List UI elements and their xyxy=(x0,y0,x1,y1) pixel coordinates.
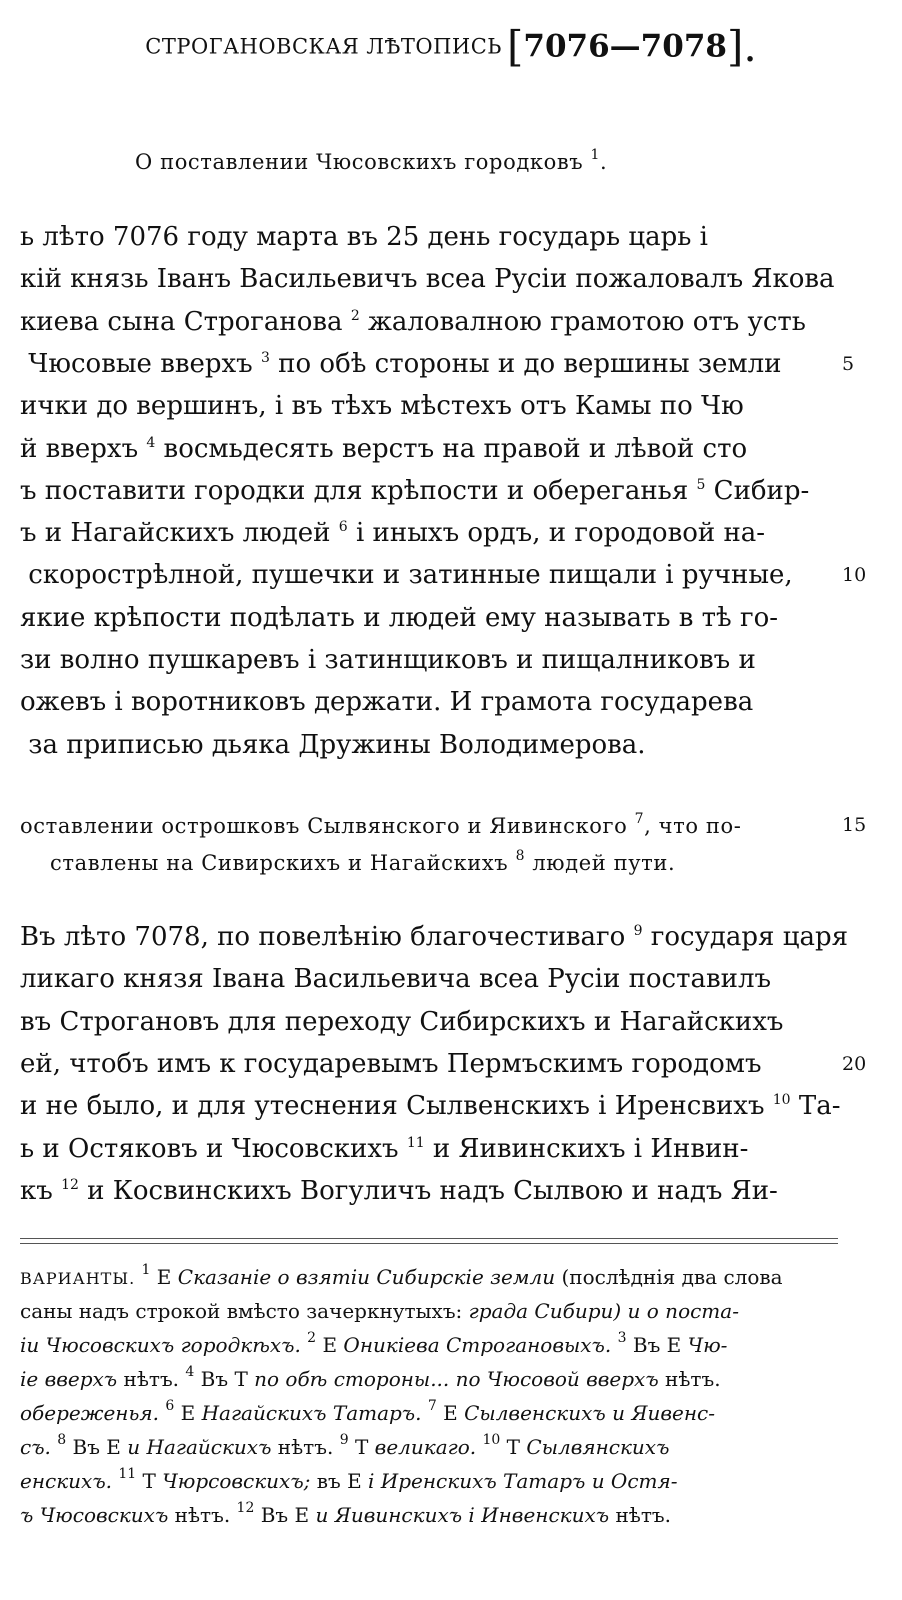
text-segment: саны надъ строкой вмѣсто зачеркнутыхъ: xyxy=(20,1299,469,1323)
footnote-ref: 10 xyxy=(482,1432,501,1448)
text-line xyxy=(20,1134,748,1164)
footnote-line xyxy=(20,1332,840,1358)
footnote-ref: 12 xyxy=(236,1500,255,1516)
text-segment: по обѣ стороны и до вершины земли xyxy=(269,348,782,379)
section-2-title-line-1-text: оставлении острошковъ Сылвянского и Яивинского xyxy=(20,814,628,838)
italic-text: Сылвенскихъ и Яивенс- xyxy=(464,1401,715,1425)
footnote-ref: 4 xyxy=(146,434,156,451)
section-2-title-line-2-text: ставлены на Сивирскихъ и Нагайскихъ xyxy=(50,851,509,875)
text-segment: Та- xyxy=(790,1091,841,1122)
line-number: 5 xyxy=(842,352,855,375)
text-line xyxy=(20,687,753,717)
footnote-line xyxy=(20,1400,840,1426)
text-segment: нѣтъ. xyxy=(117,1367,186,1391)
italic-text: Чю- xyxy=(687,1333,728,1357)
section-1-title-text: О поставлении Чюсовскихъ городковъ xyxy=(135,150,584,174)
text-line xyxy=(20,964,771,994)
text-segment: киева сына Строганова xyxy=(20,306,351,337)
section-2-title-line-2-end: людей пути. xyxy=(525,851,676,875)
footnote-ref: 11 xyxy=(118,1466,137,1482)
text-segment: и Косвинскихъ Вогуличъ надъ Сылвою и надъ Яи- xyxy=(78,1175,778,1206)
text-line xyxy=(20,476,809,506)
footnote-ref: 10 xyxy=(772,1092,791,1109)
text-segment: Е xyxy=(436,1401,465,1425)
section-1-title-end: . xyxy=(600,150,608,174)
footnote-ref: 2 xyxy=(350,307,360,324)
text-line xyxy=(20,307,806,337)
italic-text: ъ Чюсовскихъ xyxy=(20,1503,169,1527)
italic-text: великаго. xyxy=(374,1435,477,1459)
italic-text: іе вверхъ xyxy=(20,1367,118,1391)
italic-text: и Нагайскихъ xyxy=(127,1435,272,1459)
running-head-bracket-close: ]. xyxy=(726,22,757,71)
text-segment: нѣтъ. xyxy=(271,1435,340,1459)
text-segment: Въ Е xyxy=(254,1503,316,1527)
italic-text: по обѣ стороны... по Чюсовой вверхъ xyxy=(254,1367,659,1391)
text-line xyxy=(20,518,765,548)
text-segment: Въ Е xyxy=(66,1435,128,1459)
footnote-ref: 8 xyxy=(57,1432,67,1448)
text-line xyxy=(20,922,848,952)
text-segment: нѣтъ. xyxy=(609,1503,671,1527)
text-segment: й вверхъ xyxy=(20,433,147,464)
italic-text: и Яивинскихъ і Инвенскихъ xyxy=(315,1503,610,1527)
footnote-ref: 4 xyxy=(185,1364,195,1380)
text-segment: нѣтъ. xyxy=(658,1367,721,1391)
section-2-title-line-2 xyxy=(50,848,676,875)
footnote-ref: 3 xyxy=(260,349,270,366)
text-segment: въ Е xyxy=(310,1469,369,1493)
text-segment: восмьдесять верстъ на правой и лѣвой сто xyxy=(155,433,748,464)
italic-text: обереженья. xyxy=(20,1401,159,1425)
text-segment: Въ Т xyxy=(194,1367,255,1391)
text-segment: (послѣднія два слова xyxy=(555,1265,783,1289)
text-segment: Е xyxy=(316,1333,344,1357)
text-segment: ликаго князя Івана Васильевича всеа Русіи поставилъ xyxy=(20,964,772,995)
text-segment: Е xyxy=(174,1401,202,1425)
italic-text: Сказаніе о взятіи Сибирскіе земли xyxy=(177,1265,556,1289)
text-line xyxy=(20,222,708,252)
text-segment: скорострѣлной, пушечки и затинные пищали і ручные, xyxy=(20,560,793,591)
italic-text: Оникіева Строгановыхъ. xyxy=(343,1333,612,1357)
footnote-ref: 7 xyxy=(427,1398,437,1414)
text-line xyxy=(20,730,646,760)
italic-text: енскихъ. xyxy=(20,1469,113,1493)
text-segment: жаловалною грамотою отъ усть xyxy=(359,306,806,337)
text-segment: и Яивинскихъ і Инвин- xyxy=(424,1133,749,1164)
footnote-separator xyxy=(20,1238,838,1239)
footnote-ref: 11 xyxy=(406,1134,425,1151)
footnote-ref: 6 xyxy=(165,1398,175,1414)
running-head-bracket-open: [ xyxy=(507,22,524,71)
text-segment: якие крѣпости подѣлать и людей ему называть в тѣ го- xyxy=(20,602,779,633)
footnote-line xyxy=(20,1468,840,1494)
text-segment: Т xyxy=(348,1435,375,1459)
text-segment: за приписью дьяка Дружины Володимерова. xyxy=(20,729,646,760)
section-1-title xyxy=(135,147,608,174)
text-line xyxy=(20,560,793,590)
text-segment: ички до вершинъ, і въ тѣхъ мѣстехъ отъ Камы по Чю xyxy=(20,391,744,422)
footnote-ref: 6 xyxy=(338,519,348,536)
footnote-line xyxy=(20,1366,840,1392)
footnote-ref: 9 xyxy=(339,1432,349,1448)
footnote-ref: 1 xyxy=(141,1262,151,1278)
text-line xyxy=(20,434,747,464)
text-segment: ь и Остяковъ и Чюсовскихъ xyxy=(20,1133,407,1164)
line-number: 20 xyxy=(842,1052,867,1075)
text-segment: кій князь Іванъ Васильевичъ всеа Русіи пожаловалъ Якова xyxy=(20,264,835,295)
text-segment: ь лѣто 7076 году марта въ 25 день государь царь і xyxy=(20,222,708,252)
variants-heading: ВАРИАНТЫ. xyxy=(20,1269,136,1288)
line-number: 15 xyxy=(842,814,867,836)
italic-text: съ. xyxy=(20,1435,51,1459)
text-line xyxy=(20,1091,841,1121)
text-segment: і иныхъ ордъ, и городовой на- xyxy=(347,518,766,549)
line-number: 10 xyxy=(842,564,867,587)
text-segment: Въ Е xyxy=(626,1333,688,1357)
italic-text: іи Чюсовскихъ городкѣхъ. xyxy=(20,1333,301,1357)
text-segment: Сибир- xyxy=(705,475,810,506)
text-segment: и не было, и для утеснения Сылвенскихъ і Иренсвихъ xyxy=(20,1091,773,1122)
text-line xyxy=(20,603,778,633)
text-line xyxy=(20,1007,783,1037)
text-line xyxy=(20,1049,761,1079)
text-segment: государя царя xyxy=(642,922,848,952)
italic-text: і Иренскихъ Татаръ и Остя- xyxy=(368,1469,678,1493)
text-segment: въ Строгановъ для переходу Сибирскихъ и Нагайскихъ xyxy=(20,1006,784,1037)
italic-text: Нагайскихъ Татаръ. xyxy=(201,1401,422,1425)
footnote-ref: 3 xyxy=(617,1330,627,1346)
footnote-ref: 5 xyxy=(696,476,706,493)
section-2-title-line-1-end: , что по- xyxy=(644,814,742,838)
footnote-line xyxy=(20,1264,840,1292)
text-line xyxy=(20,264,835,294)
footnote-ref: 12 xyxy=(61,1176,79,1193)
text-segment: къ xyxy=(20,1175,62,1206)
running-head xyxy=(0,22,902,71)
text-line xyxy=(20,1176,778,1206)
footnote-line xyxy=(20,1434,840,1460)
section-1-title-footnote-ref: 1 xyxy=(590,147,600,163)
text-segment: Въ лѣто 7078, по повелѣнію благочестиваго xyxy=(20,922,634,952)
footnote-line xyxy=(20,1502,840,1528)
text-segment: зи волно пушкаревъ і затинщиковъ и пищалниковъ и xyxy=(20,645,756,675)
text-segment: нѣтъ. xyxy=(168,1503,237,1527)
text-segment: ожевъ і воротниковъ держати. И грамота государева xyxy=(20,687,754,718)
text-segment: Т xyxy=(500,1435,527,1459)
italic-text: града Сибири) и о поста- xyxy=(468,1299,739,1323)
italic-text: Сылвянскихъ xyxy=(526,1435,670,1459)
text-segment: Е xyxy=(150,1265,178,1289)
section-2-title-line-1 xyxy=(20,811,742,838)
running-head-text: СТРОГАНОВСКАЯ ЛѢТОПИСЬ xyxy=(145,34,502,59)
text-line xyxy=(20,391,744,421)
text-line xyxy=(20,349,781,379)
footnote-separator-2 xyxy=(20,1243,838,1244)
text-segment: ъ поставити городки для крѣпости и обереганья xyxy=(20,475,697,506)
text-segment: ей, чтобъ имъ к государевымъ Пермъскимъ городомъ xyxy=(20,1048,762,1079)
section-2-title-footnote-ref-2: 8 xyxy=(515,848,526,864)
footnote-ref: 9 xyxy=(633,923,643,939)
running-head-years: 7076—7078 xyxy=(523,28,727,65)
text-segment: ъ и Нагайскихъ людей xyxy=(20,518,339,549)
italic-text: Чюрсовскихъ; xyxy=(162,1469,311,1493)
text-segment: Т xyxy=(136,1469,163,1493)
footnote-line xyxy=(20,1298,840,1324)
text-line xyxy=(20,645,756,675)
footnote-ref: 2 xyxy=(307,1330,317,1346)
text-segment: Чюсовые вверхъ xyxy=(20,348,261,379)
section-2-title-footnote-ref-1: 7 xyxy=(634,811,645,827)
